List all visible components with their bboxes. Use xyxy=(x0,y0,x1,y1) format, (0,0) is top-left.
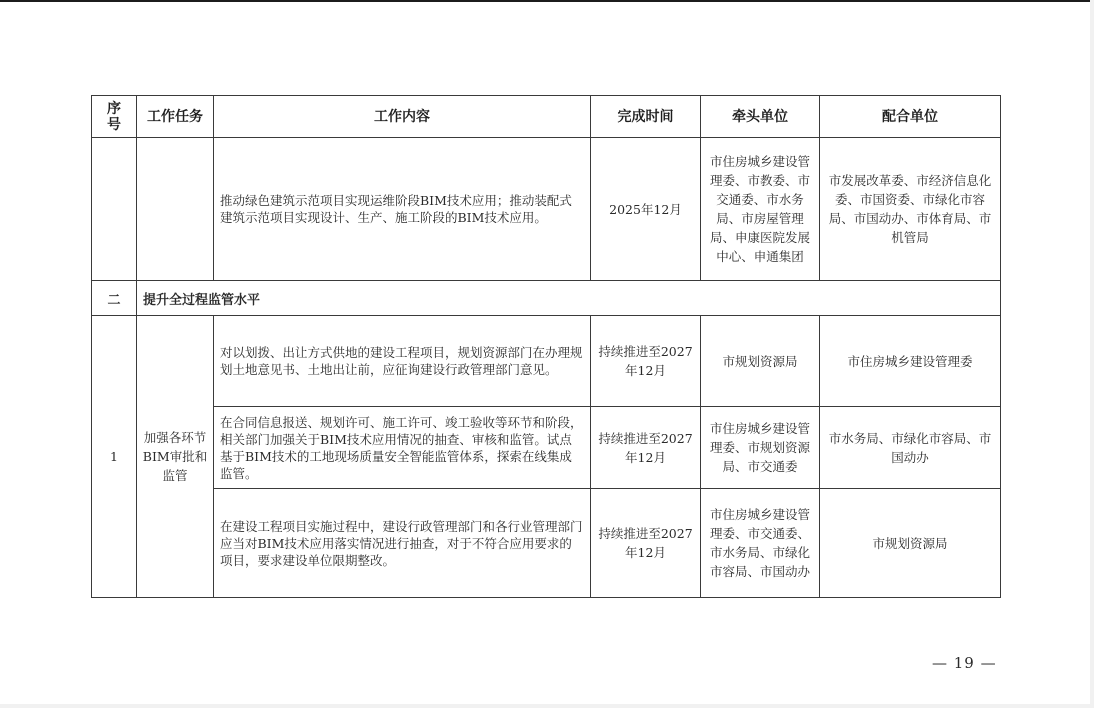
lead-unit-cell: 市住房城乡建设管理委、市教委、市交通委、市水务局、市房屋管理局、申康医院发展中心、申通集团 xyxy=(701,138,820,281)
section-number: 二 xyxy=(92,281,137,316)
section-row xyxy=(92,281,1001,316)
content-cell: 推动绿色建筑示范项目实现运维阶段BIM技术应用；推动装配式建筑示范项目实现设计、生产、施工阶段的BIM技术应用。 xyxy=(214,138,591,281)
content-cell: 在建设工程项目实施过程中，建设行政管理部门和各行业管理部门应当对BIM技术应用落实情况进行抽查，对于不符合应用要求的项目，要求建设单位限期整改。 xyxy=(214,489,591,598)
coop-unit-cell: 市发展改革委、市经济信息化委、市国资委、市绿化市容局、市国动办、市体育局、市机管局 xyxy=(820,138,1001,281)
table-header-row xyxy=(92,96,1001,138)
coop-unit-cell: 市水务局、市绿化市容局、市国动办 xyxy=(820,407,1001,489)
table-row xyxy=(92,316,1001,407)
table-row xyxy=(92,138,1001,281)
lead-unit-cell: 市住房城乡建设管理委、市规划资源局、市交通委 xyxy=(701,407,820,489)
table-row xyxy=(92,407,1001,489)
page-number: — 19 — xyxy=(932,654,997,672)
lead-unit-cell: 市规划资源局 xyxy=(701,316,820,407)
lead-unit-cell: 市住房城乡建设管理委、市交通委、市水务局、市绿化市容局、市国动办 xyxy=(701,489,820,598)
header-time: 完成时间 xyxy=(591,96,701,138)
task-cell xyxy=(137,138,214,281)
content-cell: 对以划拨、出让方式供地的建设工程项目，规划资源部门在办理规划土地意见书、土地出让前，应征询建设行政管理部门意见。 xyxy=(214,316,591,407)
seq-cell xyxy=(92,138,137,281)
header-content: 工作内容 xyxy=(214,96,591,138)
time-cell: 持续推进至2027年12月 xyxy=(591,316,701,407)
table-row xyxy=(92,489,1001,598)
header-seq: 序号 xyxy=(92,96,137,138)
coop-unit-cell: 市住房城乡建设管理委 xyxy=(820,316,1001,407)
section-title: 提升全过程监管水平 xyxy=(137,281,1001,316)
header-coop: 配合单位 xyxy=(820,96,1001,138)
time-cell: 2025年12月 xyxy=(591,138,701,281)
time-cell: 持续推进至2027年12月 xyxy=(591,489,701,598)
seq-cell: 1 xyxy=(92,316,137,598)
coop-unit-cell: 市规划资源局 xyxy=(820,489,1001,598)
time-cell: 持续推进至2027年12月 xyxy=(591,407,701,489)
header-lead: 牵头单位 xyxy=(701,96,820,138)
task-table xyxy=(91,95,1001,598)
content-cell: 在合同信息报送、规划许可、施工许可、竣工验收等环节和阶段，相关部门加强关于BIM技术应用情况的抽查、审核和监管。试点基于BIM技术的工地现场质量安全智能监管体系，探索在线集成监管。 xyxy=(214,407,591,489)
header-task: 工作任务 xyxy=(137,96,214,138)
task-cell: 加强各环节BIM审批和监管 xyxy=(137,316,214,598)
